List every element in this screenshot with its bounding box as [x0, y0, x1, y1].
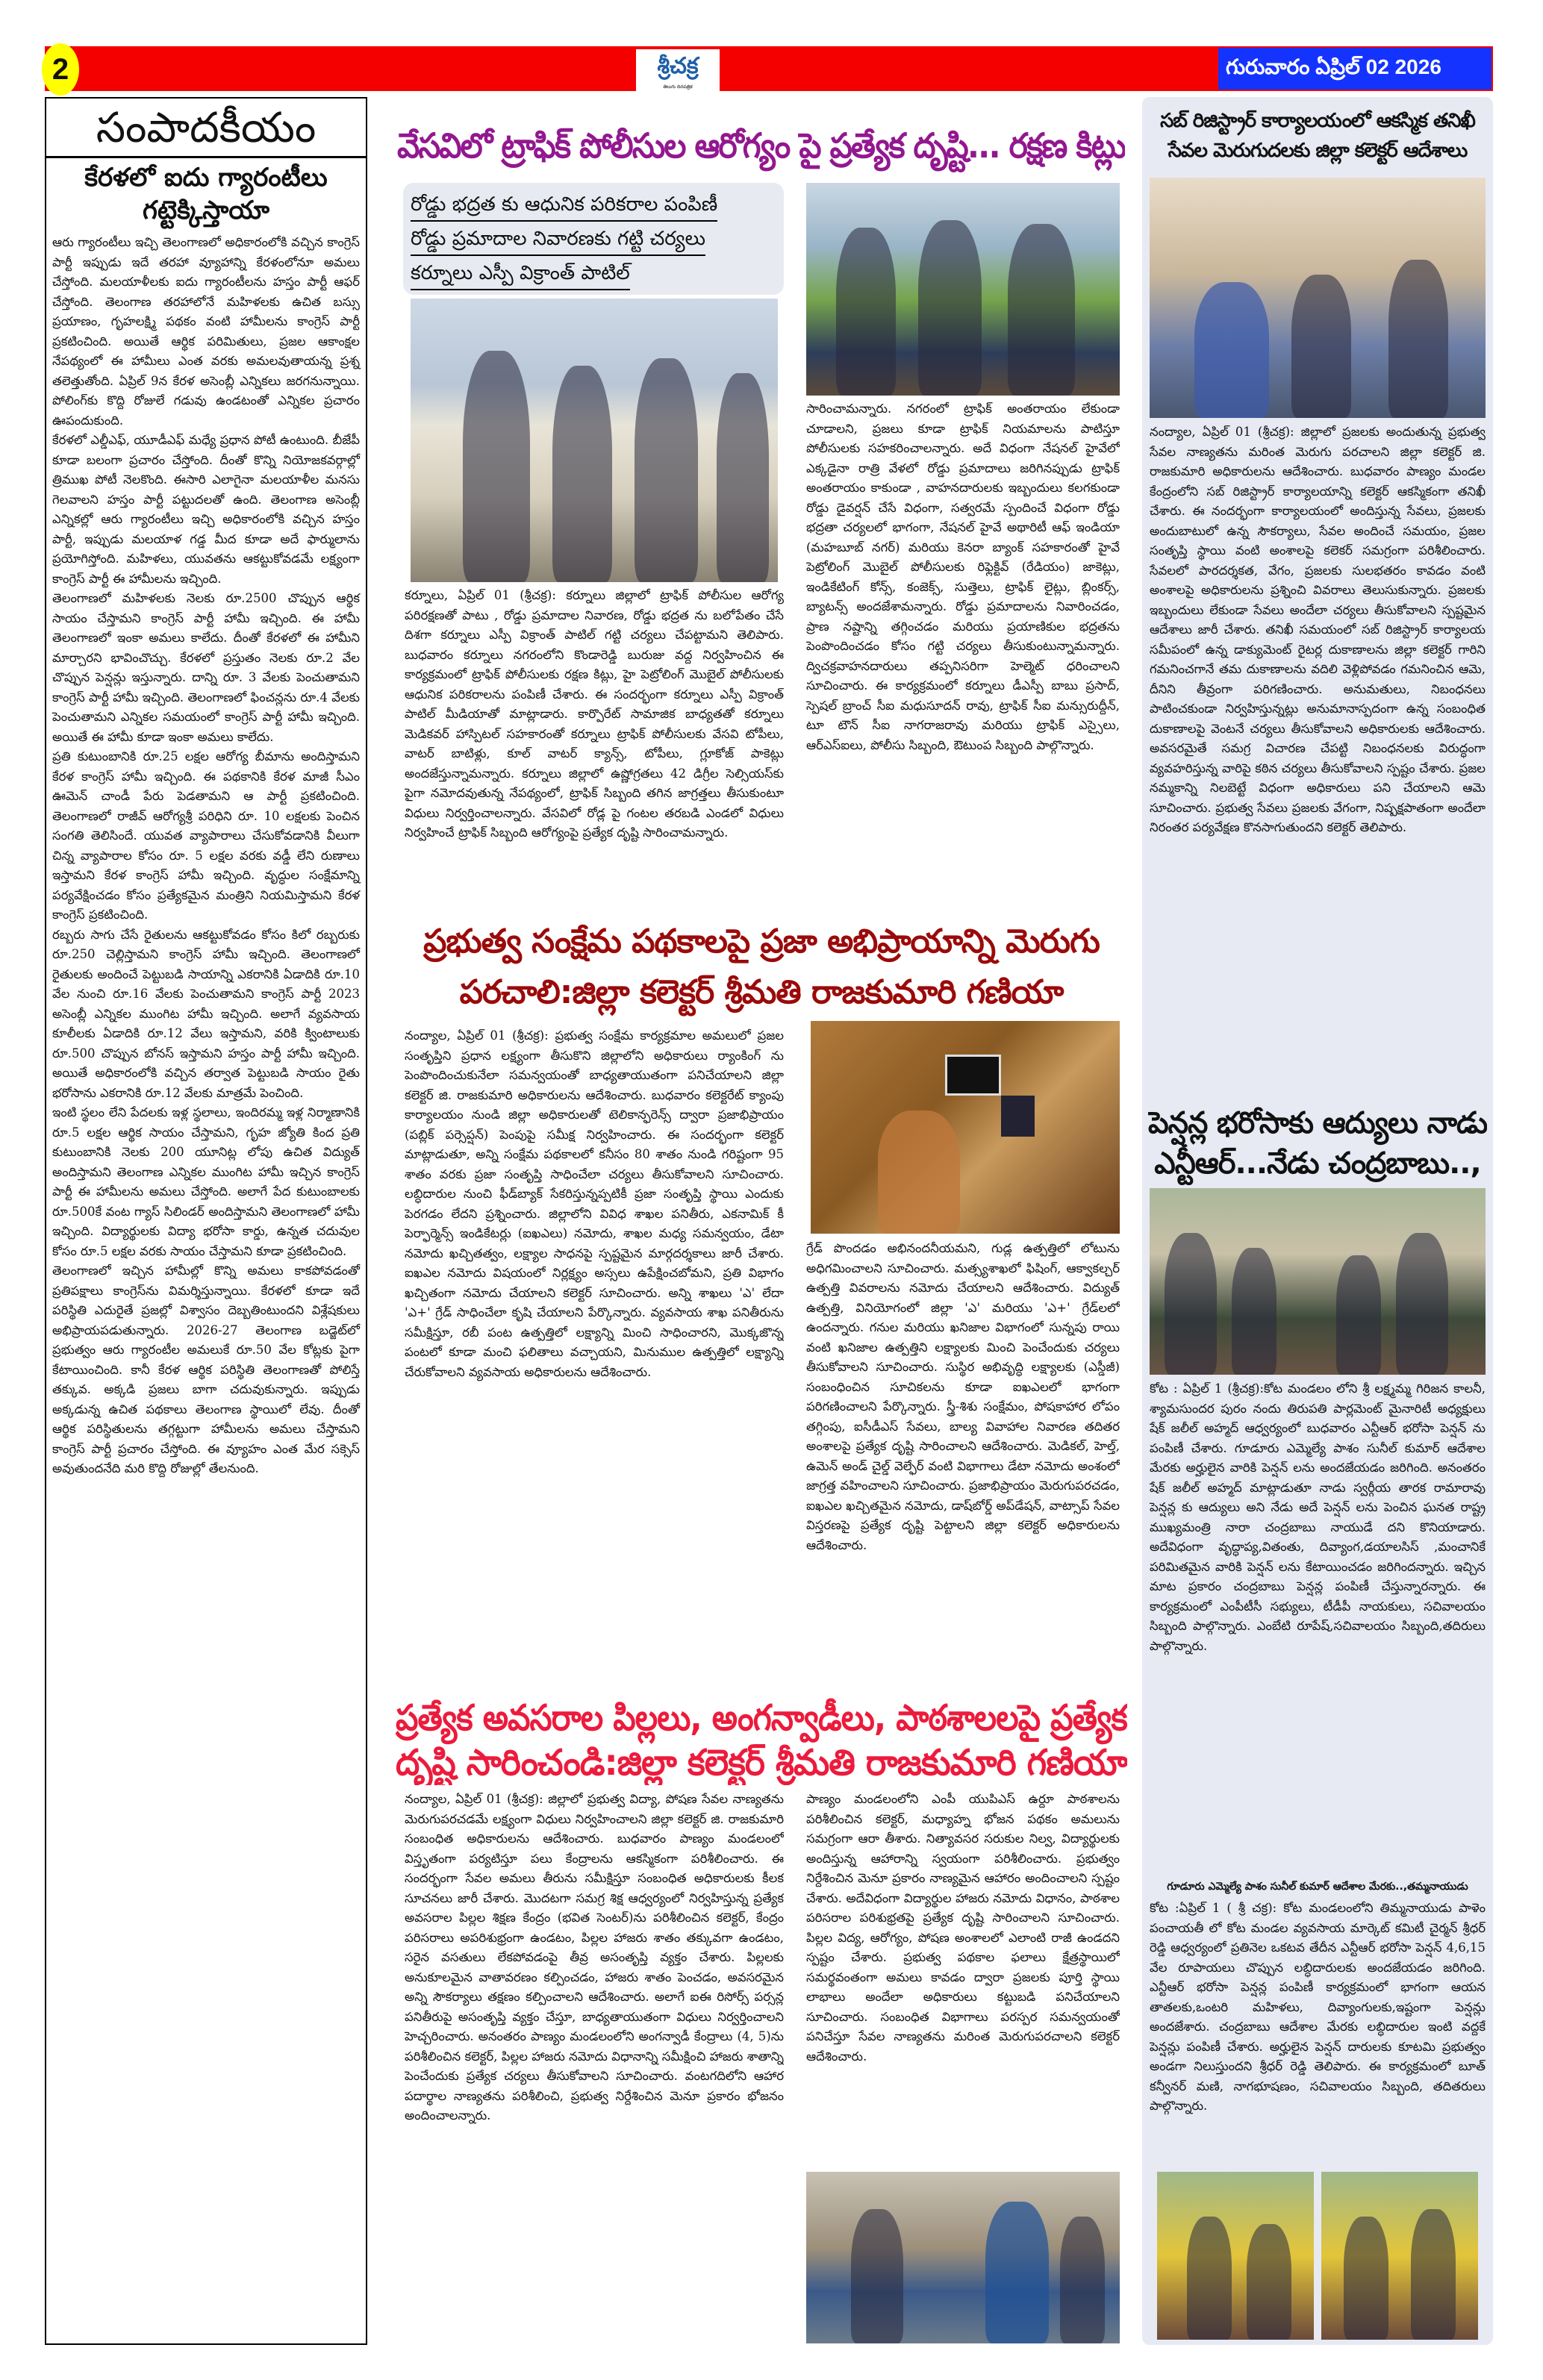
right-story2-headline-line: పెన్షన్ల భరోసాకు ఆద్యులు నాడు [1148, 1106, 1487, 1140]
page-number: 2 [42, 43, 79, 96]
photo-pension-handover-2 [1321, 2172, 1478, 2340]
photo-traffic-police-award [806, 183, 1120, 396]
editorial-body [46, 230, 366, 2327]
logo-text: శ్రీచక్ర [657, 53, 699, 79]
subhead-line: రోడ్డు ప్రమాదాల నివారణకు గట్టి చర్యలు [411, 223, 705, 256]
subhead-line: రోడ్డు భద్రత కు ఆధునిక పరికరాల పంపిణీ [411, 189, 717, 222]
editorial-paragraph: తెలంగాణలో ఇచ్చిన హామీల్లో కొన్ని అమలు కాకపోవడంతో ప్రతిపక్షాలు కాంగ్రెస్‌ను విమర్శిస్తున్నాయి. కేరళలో కూడా ఇదే పరిస్థితి ఎదురైతే ప్రజల్లో విశ్వాసం దెబ్బతింటుందని విశ్లేషకులు అభిప్రాయపడుతున్నారు. 2026-27 తెలంగాణ బడ్జెట్‌లో ప్రభుత్వం ఆరు గ్యారంటీల అమలుకే రూ.50 వేల కోట్లకు పైగా కేటాయించింది. కానీ కేరళ ఆర్థిక పరిస్థితి తెలంగాణతో పోలిస్తే తక్కువ. అక్కడి ప్రజలు బాగా చదువుకున్నారు. ఇప్పుడు అక్కడున్న ఉచిత పథకాలు తెలంగాణ స్థాయిలో లేవు. దీంతో ఆర్థిక పరిస్థితులను తగ్గట్టుగా హామీలను అమలు చేస్తామని కాంగ్రెస్ పార్టీ ప్రచారం చేస్తోంది. ఈ వ్యూహం ఎంత మేర సక్సెస్ అవుతుందనేది మరి కొద్ది రోజుల్లో తేలనుంది. [52, 1264, 360, 1475]
right-story2-subhead-box [1150, 1879, 1486, 1894]
logo-tagline: తెలుగు దినపత్రిక [663, 84, 693, 90]
right-story2-headline-line: ఎన్టీఆర్...నేడు చంద్రబాబు.., [1154, 1146, 1481, 1181]
editorial-paragraph: ఇంటి స్థలం లేని పేదలకు ఇళ్ల స్థలాలు, ఇందిరమ్మ ఇళ్ల నిర్మాణానికి రూ.5 లక్షల ఆర్థిక సాయం చేస్తామని, గృహ జ్యోతి కింద ప్రతి కుటుంబానికి నెలకు 200 యూనిట్ల లోపు ఉచిత విద్యుత్ అందిస్తామని తెలంగాణ ఎన్నికల ముంగిట హామీ ఇచ్చిన కాంగ్రెస్ పార్టీ ఈ హామీలను అమలు చేస్తోంది. అలాగే పేద కుటుంబాలకు రూ.500కే వంట గ్యాస్ సిలిండర్ అందిస్తామని తెలంగాణలో హామీ ఇచ్చింది. విద్యార్థులకు విద్యా భరోసా కార్డు, ఉన్నత చదువుల కోసం రూ.5 లక్షల వరకు సాయం చేస్తామని కూడా ప్రకటించింది. [52, 1105, 360, 1258]
story2-headline-line: ప్రభుత్వ సంక్షేమ పథకాలపై ప్రజా అభిప్రాయాన్ని మెరుగు [423, 922, 1100, 961]
issue-date-box [1218, 48, 1491, 90]
story3-body-right: పాణ్యం మండలంలోని ఎంపీ యుపిఎస్ ఉర్దూ పాఠశాలను పరిశీలించిన కలెక్టర్, మధ్యాహ్న భోజన పథకం అమలును సమగ్రంగా ఆరా తీశారు. నిత్యావసర సరుకుల నిల్వ, విద్యార్థులకు అందిస్తున్న ఆహారాన్ని స్వయంగా పరిశీలించారు. ప్రభుత్వం నిర్దేశించిన మెనూ ప్రకారం నాణ్యమైన ఆహారం అందించాలని స్పష్టం చేశారు. అదేవిధంగా విద్యార్థుల హాజరు నమోదు విధానం, పాఠశాల పరిసరాల పరిశుభ్రతపై ప్రత్యేక దృష్టి సారించాలని సూచించారు. పిల్లల విద్య, ఆరోగ్యం, పోషణ అంశాలలో ఎలాంటి రాజీ ఉండదని స్పష్టం చేశారు. ప్రభుత్వ పథకాల ఫలాలు క్షేత్రస్థాయిలో సమర్థవంతంగా అమలు కావడం ద్వారా ప్రజలకు పూర్తి స్థాయి లాభాలు అందేలా అధికారులు కట్టుబడి పనిచేయాలని సూచించారు. సంబంధిత విభాగాలు పరస్పర సమన్వయంతో పనిచేస్తూ సేవల నాణ్యతను మరింత మెరుగుపరచాలని కలెక్టర్ ఆదేశించారు. [806, 1792, 1120, 2064]
editorial-paragraph: ప్రతి కుటుంబానికి రూ.25 లక్షల ఆరోగ్య బీమాను అందిస్తామని కేరళ కాంగ్రెస్ హామీ ఇచ్చింది. ఈ పథకానికి కేరళ మాజీ సీఎం ఊమెన్ చాండీ పేరు పెడతామని ఆ పార్టీ ప్రకటించింది. తెలంగాణలో రాజీవ్ ఆరోగ్యశ్రీ పరిధిని రూ. 10 లక్షలకు పెంచిన సంగతి తెలిసిందే. యువత వ్యాపారాలు చేసుకోవడానికి వీలుగా చిన్న వ్యాపారాల కోసం రూ. 5 లక్షల వరకు వడ్డీ లేని రుణాలు ఇస్తామని కేరళ కాంగ్రెస్ హామీ ఇచ్చింది. వృద్ధుల సంక్షేమాన్ని పర్యవేక్షించడం కోసం ప్రత్యేకమైన మంత్రిని నియమిస్తామని కేరళ కాంగ్రెస్ ప్రకటించింది. [52, 749, 360, 922]
subhead-line: కర్నూలు ఎస్పీ విక్రాంత్ పాటిల్ [411, 257, 630, 290]
story3-body-left: నంద్యాల, ఏప్రిల్ 01 (శ్రీచక్ర): జిల్లాలో ప్రభుత్వ విద్యా, పోషణ సేవల నాణ్యతను మెరుగుపరచడమే లక్ష్యంగా విధులు నిర్వహించాలని జిల్లా కలెక్టర్ జి. రాజకుమారి సంబంధిత అధికారులను ఆదేశించారు. బుధవారం పాణ్యం మండలంలో విస్తృతంగా పర్యటిస్తూ పలు కేంద్రాలను ఆకస్మికంగా పరిశీలించారు. ఈ సందర్భంగా సేవల అమలు తీరును సమీక్షిస్తూ సంబంధిత అధికారులకు కీలక సూచనలు జారీ చేశారు. మొదటగా సమగ్ర శిక్ష ఆధ్వర్యంలో నిర్వహిస్తున్న ప్రత్యేక అవసరాల పిల్లల శిక్షణ కేంద్రం (భవిత సెంటర్)ను పరిశీలించిన కలెక్టర్, కేంద్రం పరిసరాలు అపరిశుభ్రంగా ఉండటం, పిల్లల హాజరు శాతం తక్కువగా ఉండటం, సరైన వసతులు లేకపోవడంపై తీవ్ర అసంతృప్తి వ్యక్తం చేశారు. పిల్లలకు అనుకూలమైన వాతావరణం కల్పించడం, హాజరు శాతం పెంచడం, అవసరమైన అన్ని సౌకర్యాలు తక్షణం కల్పించాలని ఆదేశించారు. అలాగే ఐఈ రిసోర్స్ పర్సన్ల పనితీరుపై అసంతృప్తి వ్యక్తం చేస్తూ, బాధ్యతాయుతంగా విధులు నిర్వర్తించాలని హెచ్చరించారు. అనంతరం పాణ్యం మండలంలోని అంగన్వాడీ కేంద్రాలు (4, 5)ను పరిశీలించిన కలెక్టర్, పిల్లల హాజరు నమోదు విధానాన్ని సమీక్షించి హాజరు శాతాన్ని పెంచేందుకు ప్రత్యేక చర్యలు తీసుకోవాలని సూచించారు. వంటగదిలోని ఆహార పదార్థాల నాణ్యతను పరిశీలించి, ప్రభుత్వ నిర్దేశించిన మెనూ ప్రకారం భోజనం అందించాలన్నారు. [405, 1792, 784, 2123]
editorial-paragraph: తెలంగాణలో మహిళలకు నెలకు రూ.2500 చొప్పున ఆర్థిక సాయం చేస్తామని కాంగ్రెస్ పార్టీ హామీ ఇచ్చింది. ఈ హామీ తెలంగాణలో ఇంకా అమలు కాలేదు. దీంతో కేరళలో ఈ హామీని మార్చారని భావించొచ్చు. కేరళలో ప్రస్తుతం నెలకు రూ.2 వేల చొప్పున పెన్షన్లు ఇస్తున్నారు. దాన్ని రూ. 3 వేలకు పెంచుతామని కాంగ్రెస్ పార్టీ హామీ ఇచ్చింది. తెలంగాణలో ఫించన్లను రూ.4 వేలకు పెంచుతామని ఎన్నికల సమయంలో కాంగ్రెస్ పార్టీ హామీ ఇచ్చింది. అయితే ఈ హామీ కూడా ఇంకా అమలు కాలేదు. [52, 591, 360, 744]
right-story1-headline [1148, 106, 1487, 169]
story2-headline-line: పరచాలి:జిల్లా కలెక్టర్ శ్రీమతి రాజకుమారి గణియా [459, 973, 1064, 1011]
story2-body-left: నంద్యాల, ఏప్రిల్ 01 (శ్రీచక్ర): ప్రభుత్వ సంక్షేమ కార్యక్రమాల అమలులో ప్రజల సంతృప్తిని ప్రధాన లక్ష్యంగా తీసుకొని జిల్లాలోని అధికారులు ర్యాంకింగ్ ను పెంపొందించుకునేలా సమన్వయంతో బాధ్యతాయుతంగా పనిచేయాలని జిల్లా కలెక్టర్ జి. రాజకుమారి అధికారులను ఆదేశించారు. బుధవారం కలెక్టరేట్ క్యాంపు కార్యాలయం నుండి జిల్లా అధికారులతో టెలికాన్ఫరెన్స్ ద్వారా ప్రజాభిప్రాయం (పబ్లిక్ పర్సెప్షన్) పెంపుపై సమీక్ష నిర్వహించారు. ఈ సందర్భంగా కలెక్టర్ మాట్లాడుతూ, అన్ని సంక్షేమ పథకాలలో కనీసం 80 శాతం నుండి గరిష్టంగా 95 శాతం వరకు ప్రజా సంతృప్తి సాధించేలా చర్యలు తీసుకోవాలని సూచించారు. లబ్ధిదారుల నుంచి ఫీడ్‌బ్యాక్ సేకరిస్తున్నప్పటికీ ప్రజా సంతృప్తి స్థాయి ఎందుకు పెరగడం లేదని ప్రశ్నించారు. జిల్లాలోని వివిధ శాఖల పనితీరు, ఎకనామిక్ కీ పెర్ఫార్మెన్స్ ఇండికేటర్లు (ఐఖఎలు) నమోదు, శాఖల మధ్య సమన్వయం, డేటా నమోదు ఖచ్చితత్వం, లక్ష్యాల సాధనపై స్పష్టమైన మార్గదర్శకాలు జారీ చేశారు. ఐఖఎల నమోదు విషయంలో నిర్లక్ష్యం అస్సలు ఉపేక్షించబోమని, ప్రతి విభాగం ఖచ్చితంగా నమోదు చేయాలని కలెక్టర్ సూచించారు. అన్ని శాఖలు 'ఎ' లేదా 'ఎ+' గ్రేడ్ సాధించేలా కృషి చేయాలని పేర్కొన్నారు. వ్యవసాయ శాఖ పనితీరును సమీక్షిస్తూ, రబీ పంట ఉత్పత్తిలో లక్ష్యాన్ని మించి సాధించారని, మొక్కజొన్న పంటలో కూడా మంచి ఫలితాలు వచ్చాయని, మినుముల ఉత్పత్తిలో లక్ష్యాన్ని చేరుకోవాలని వ్యవసాయ అధికారులను ఆదేశించారు. [405, 1028, 784, 1379]
story3-headline [396, 1696, 1127, 1785]
editorial-section-title: సంపాదకీయం [96, 104, 317, 152]
editorial-headline-line: గట్టెక్కిస్తాయా [143, 196, 269, 225]
editorial-paragraph: రబ్బరు సాగు చేసే రైతులను ఆకట్టుకోవడం కోసం కిలో రబ్బరుకు రూ.250 చెల్లిస్తామని కాంగ్రెస్ హామీ ఇచ్చింది. తెలంగాణలో రైతులకు అందించే పెట్టుబడి సాయాన్ని ఎకరానికి ఏడాదికి రూ.10 వేల నుంచి రూ.16 వేలకు పెంచుతామని కాంగ్రెస్ పార్టీ 2023 అసెంబ్లీ ఎన్నికల ముంగిట హామీ ఇచ్చింది. అలాగే వ్యవసాయ కూలీలకు ఏడాదికి రూ.12 వేలు ఇస్తామని, వరికి క్వింటాలుకు రూ.500 చొప్పున బోనస్ ఇస్తామని హస్తం పార్టీ హామీ ఇచ్చింది. అయితే అధికారంలోకి వచ్చిన తర్వాత పెట్టుబడి సాయం రైతు భరోసాను ఎకరానికి రూ.12 వేలకు మాత్రమే పెంచింది. [52, 927, 360, 1100]
story3-headline-line: దృష్టి సారించండి:జిల్లా కలెక్టర్ శ్రీమతి రాజకుమారి గణియా [396, 1742, 1127, 1784]
photo-collector-school-visit [806, 2172, 1120, 2343]
newspaper-logo [636, 49, 720, 94]
right-story2-headline [1148, 1103, 1487, 1185]
story2-body-right: గ్రేడ్ పొందడం అభినందనీయమని, గుడ్ల ఉత్పత్తిలో లోటును అధిగమించాలని సూచించారు. మత్స్యశాఖలో ఫిషింగ్, ఆక్వాకల్చర్ ఉత్పత్తి వివరాలను నమోదు చేయాలని ఆదేశించారు. విద్యుత్ ఉత్పత్తి, వినియోగంలో జిల్లా 'ఎ' మరియు 'ఎ+' గ్రేడ్‌లలో ఉందన్నారు. గనుల మరియు ఖనిజాల విభాగంలో సున్నపు రాయి వంటి ఖనిజాల ఉత్పత్తిని లక్ష్యాలకు మించి పెంచేందుకు చర్యలు తీసుకోవాలని సూచించారు. సుస్థిర అభివృద్ధి లక్ష్యాలకు (ఎస్డీజీ) సంబంధించిన సూచికలను కూడా ఐఖఎలలో భాగంగా పరిగణించాలని పేర్కొన్నారు. స్త్రీ-శిశు సంక్షేమం, పోషకాహార లోపం తగ్గింపు, ఐసీడీఎస్ సేవలు, బాల్య వివాహాల నివారణ తదితర అంశాలపై ప్రత్యేక దృష్టి సారించాలని ఆదేశించారు. మెడికల్, హెల్త్, ఉమెన్ అండ్ చైల్డ్ వెల్ఫేర్ వంటి విభాగాలు డేటా నమోదు అంశంలో జాగ్రత్త వహించాలని సూచించారు. ప్రజాభిప్రాయం మెరుగుపరచడం, ఐఖఎల ఖచ్చితమైన నమోదు, డాష్‌బోర్డ్ అప్‌డేషన్, వాట్సాప్ సేవల విస్తరణపై ప్రత్యేక దృష్టి పెట్టాలని జిల్లా కలెక్టర్ అధికారులను ఆదేశించారు. [806, 1241, 1120, 1552]
issue-date: గురువారం ఏప్రిల్ 02 2026 [1226, 55, 1441, 78]
photo-collector-teleconference [811, 1021, 1120, 1234]
right-story2-body2: కోట :ఏప్రిల్ 1 ( శ్రీ చక్ర): కోట మండలంలోని తిమ్మనాయుడు పాళెం పంచాయతీ లో కోట మండల వ్యవసాయ మార్కెట్ కమిటీ చైర్మన్ శ్రీధర్ రెడ్డి ఆధ్వర్యంలో ప్రతినెల ఒకటవ తేదీన ఎన్టీఆర్ భరోసా పెన్షన్ 4,6,15 వేల రూపాయలు చొప్పున లబ్ధిదారులకు అందజేయడం జరిగింది. ఎన్టీఆర్ భరోసా పెన్షన్ల పంపిణీ కార్యక్రమంలో భాగంగా ఆయన తాతలకు,ఒంటరి మహిళలు, దివ్యాంగులకు,ఇష్టంగా పెన్షన్లు అందజేశారు. చంద్రబాబు ఆదేశాల మేరకు లబ్ధిదారుల ఇంటి వద్దకే పెన్షన్లు పంపిణీ చేశారు. అర్హులైన పెన్షన్ దారులకు కూటమి ప్రభుత్వం అండగా నిలుస్తుందని శ్రీధర్ రెడ్డి తెలిపారు. ఈ కార్యక్రమంలో బూత్ కన్వీనర్ మణి, నాగభూషణం, సచివాలయం సిబ్బంది, తదితరులు పాల్గొన్నారు. [1150, 1901, 1486, 2113]
right-story1-headline-line: సేవల మెరుగుదలకు జిల్లా కలెక్టర్ ఆదేశాలు [1168, 140, 1468, 162]
photo-sp-distributing-kits [411, 299, 778, 582]
main-story-body-right: సారించామన్నారు. నగరంలో ట్రాఫిక్ అంతరాయం లేకుండా చూడాలని, ప్రజలు కూడా ట్రాఫిక్ నియమాలను పాటిస్తూ పోలీసులకు సహకరించాలన్నారు. అదే విధంగా నేషనల్ హైవేలో ఎక్కడైనా రాత్రి వేళలో రోడ్డు ప్రమాదాలు జరిగినప్పుడు ట్రాఫిక్ అంతరాయం కాకుండా , వాహనదారులకు ఇబ్బందులు కలగకుండా రోడ్డు డైవర్షన్ చేసే విధంగా, సత్వరమే స్పందించే విధంగా రోడ్డు భద్రతా చర్యలలో భాగంగా, నేషనల్ హైవే అథారిటీ ఆఫ్ ఇండియా (మహబూబ్ నగర్) మరియు కెనరా బ్యాంక్ సహకారంతో హైవే పెట్రోలింగ్ మొబైల్ పోలీసులకు రిఫ్లెక్టివ్ (రేడియం) జాకెట్లు, ఇండికేటింగ్ కోన్స్, కంజెక్స్, సుత్తెలు, ట్రాఫిక్ లైట్లు, బ్లింకర్స్, బ్యాటన్స్ అందజేశామన్నారు. రోడ్డు ప్రమాదాలను నివారించడం, ప్రాణ నష్టాన్ని తగ్గించడం మరియు ప్రయాణికుల భద్రతను పెంపొందించడం కోసం గట్టి చర్యలు తీసుకుంటున్నామన్నారు. ద్విచక్రవాహనదారులు తప్పనిసరిగా హెల్మెట్ ధరించాలని సూచించారు. ఈ కార్యక్రమంలో కర్నూలు డీఎస్పీ బాబు ప్రసాద్, స్పెషల్ బ్రాంచ్ సీఐ మధుసూదన్ రావు, ట్రాఫిక్ సీఐ మన్సురుద్దీన్, టూ టౌన్ సీఐ నాగరాజరావు మరియు ట్రాఫిక్ ఎస్సైలు, ఆర్ఎస్ఐలు, పోలీసు సిబ్బంది, ఔటుంప సిబ్బంది పాల్గొన్నారు. [806, 402, 1120, 752]
editorial-headline [46, 158, 366, 230]
editorial-column [45, 97, 367, 2345]
right-story2-subhead: గూడూరు ఎమ్మెల్యే పాశం సునీల్ కుమార్ ఆదేశాల మేరకు..,తమ్మనాయుడు [1167, 1881, 1468, 1893]
main-story-headline-box [397, 112, 1125, 179]
editorial-paragraph: ఆరు గ్యారంటీలు ఇచ్చి తెలంగాణలో అధికారంలోకి వచ్చిన కాంగ్రెస్ పార్టీ ఇప్పుడు ఇదే తరహా వ్యూహాన్ని కేరళంలోనూ అమలు చేస్తోంది. మలయాళీలకు ఐదు గ్యారంటీలను హస్తం పార్టీ ఆఫర్ చేస్తోంది. తెలంగాణ తరహాలోనే మహిళలకు ఉచిత బస్సు ప్రయాణం, గృహలక్ష్మి పథకం వంటి హామీలను కాంగ్రెస్ పార్టీ ప్రకటించింది. అయితే ఆర్థిక పరిమితులు, ప్రజల ఆకాంక్షల నేపథ్యంలో ఈ హామీలు ఎంత వరకు అమలవుతాయన్న ప్రశ్న తలెత్తుతోంది. ఏప్రిల్ 9న కేరళ అసెంబ్లీ ఎన్నికలు జరగనున్నాయి. పోలింగ్‌కు కొద్ది రోజులే గడువు ఉండటంతో ఎన్నికల ప్రచారం ఊపందుకుంది. [52, 235, 360, 428]
right-story1-body: నంద్యాల, ఏప్రిల్ 01 (శ్రీచక్ర): జిల్లాలో ప్రజలకు అందుతున్న ప్రభుత్వ సేవల నాణ్యతను మరింత మెరుగు పరచాలని జిల్లా కలెక్టర్ జి. రాజకుమారి అధికారులను ఆదేశించారు. బుధవారం పాణ్యం మండల కేంద్రంలోని సబ్ రిజిస్ట్రార్ కార్యాలయాన్ని కలెక్టర్ ఆకస్మికంగా తనిఖీ చేశారు. ఈ నందర్భంగా కార్యాలయంలో అందిస్తున్న సేవలు, ప్రజలకు అందుబాటులో ఉన్న సౌకర్యాలు, సేవల అందించే సమయం, ప్రజల సంతృప్తి స్థాయి వంటి అంశాలపై కలెకర్ సమగ్రంగా పరిశీలించారు. సేవలలో పారదర్శకత, వేగం, ప్రజలకు సులభతరం కావడం వంటి అంశాలపై అధికారులను ప్రశ్నించి వివరాలు తెలుసుకున్నారు. ప్రజలకు ఇబ్బందులు లేకుండా సేవలు అందేలా చర్యలు తీసుకోవాలని స్పష్టమైన ఆదేశాలు జారీ చేశారు. తనిఖీ సమయంలో సబ్ రిజిస్ట్రార్ కార్యాలయ సమీపంలో ఉన్న డాక్యుమెంట్ రైటర్ల దుకాణాలను జిల్లా కలెక్టర్ గారిని గమనించగానే తమ దుకాణాలను వదిలి వెళ్లిపోవడం గమనించిన ఆమె, దీనిని తీవ్రంగా పరిగణించారు. అనుమతులు, నిబంధనలు పాటించకుండా నిర్వహిస్తున్నట్లు అనుమానాస్పదంగా ఉన్న సంబంధిత దుకాణాలపై వెంటనే చర్యలు తీసుకోవాలని అధికారులకు ఆదేశించారు. అవసరమైతే సమగ్ర విచారణ చేపట్టి నిబంధనలకు విరుద్ధంగా వ్యవహరిస్తున్న వారిపై కఠిన చర్యలు తీసుకోవాలని స్పష్టం చేశారు. ప్రజల నమ్మకాన్ని నిలబెట్టే విధంగా అధికారులు పని చేయాలని ఆమె సూచించారు. ప్రభుత్వ సేవలు ప్రజలకు వేగంగా, నిష్పక్షపాతంగా అందేలా నిరంతర పర్యవేక్షణ కొనసాగుతుందని కలెక్టర్ తెలిపారు. [1150, 425, 1486, 834]
right-column [1142, 97, 1493, 2345]
photo-pension-handover-1 [1157, 2172, 1314, 2340]
story2-headline [396, 916, 1127, 1018]
photo-sub-registrar-inspection [1150, 178, 1486, 418]
right-story1-headline-line: సబ్ రిజిస్ట్రార్ కార్యాలయంలో ఆకస్మిక తనిఖీ [1160, 110, 1475, 132]
main-story-body-left: కర్నూలు, ఏప్రిల్ 01 (శ్రీచక్ర): కర్నూలు జిల్లాలో ట్రాఫిక్ పోలీసుల ఆరోగ్య పరిరక్షణతో పాటు , రోడ్డు ప్రమాదాల నివారణ, రోడ్డు భద్రత ను బలోపేతం చేసే దిశగా కర్నూలు ఎస్పీ విక్రాంత్ పాటిల్ గట్టి చర్యలు చేపట్టామని తెలిపారు. బుధవారం కర్నూలు నగరంలోని కొండారెడ్డి బురుజు వద్ద నిర్వహించిన ఈ కార్యక్రమంలో ట్రాఫిక్ పోలీసులకు రక్షణ కిట్లు, హై పెట్రోలింగ్ మొబైల్ పోలీసులకు ఆధునిక పరికరాలను పంపిణీ చేశారు. ఈ సందర్భంగా కర్నూలు ఎస్పీ విక్రాంత్ పాటిల్ మీడియాతో మాట్లాడారు. కార్పొరేట్ సామాజిక బాధ్యతతో కర్నూలు మెడికవర్ హాస్పిటల్ సహకారంతో కర్నూలు ట్రాఫిక్ పోలీసులకు వేసవి టోపీలు, వాటర్ బాటిళ్లు, కూల్ వాటర్ క్యాన్స్, టోపీలు, గ్లూకోజ్ పాకెట్లు అందజేస్తున్నామన్నారు. కర్నూలు జిల్లాలో ఉష్ణోగ్రతలు 42 డిగ్రీల సెల్సియస్‌కు పైగా నమోదవుతున్న నేపథ్యంలో, ట్రాఫిక్ సిబ్బంది తగిన జాగ్రత్తలు తీసుకుంటూ విధులు నిర్వర్తించాలన్నారు. వేసవిలో రోడ్ల పై గంటల తరబడి ఎండలో విధులు నిర్వహించే ట్రాఫిక్ సిబ్బంది ఆరోగ్యంపై ప్రత్యేక దృష్టి సారించామన్నారు. [405, 588, 784, 840]
main-story-subheads [403, 183, 784, 295]
main-story-headline: వేసవిలో ట్రాఫిక్ పోలీసుల ఆరోగ్యం పై ప్రత్యేక దృష్టి... రక్షణ కిట్లు [397, 125, 1125, 166]
photo-pension-distribution-group [1150, 1188, 1486, 1375]
editorial-paragraph: కేరళలో ఎల్డీఎఫ్, యూడీఎఫ్ మధ్యే ప్రధాన పోటీ ఉంటుంది. బీజేపీ కూడా బలంగా ప్రచారం చేస్తోంది. దీంతో కొన్ని నియోజకవర్గాల్లో త్రిముఖ పోటీ నెలకొంది. ఈసారి ఎలాగైనా మలయాళీల మనసు గెలవాలని హస్తం పార్టీ పట్టుదలతో ఉంది. తెలంగాణ అసెంబ్లీ ఎన్నికల్లో ఆరు గ్యారంటీలు ఇచ్చి అధికారంలోకి వచ్చిన హస్తం పార్టీ, ఇప్పుడు మలయాళ గడ్డ మీద కూడా అదే ఫార్ములాను ప్రయోగిస్తోంది. మహిళలు, యువతను ఆకట్టుకోవడమే లక్ష్యంగా కాంగ్రెస్ పార్టీ ఈ హామీలను ఇచ్చింది. [52, 433, 360, 586]
editorial-title-box [46, 99, 366, 158]
right-story2-body: కోట : ఏప్రిల్ 1 (శ్రీచక్ర):కోట మండలం లోని శ్రీ లక్ష్మమ్మ గిరిజన కాలనీ, శ్యామసుందర పురం నందు తిరుపతి పార్లమెంట్ మైనారిటీ అధ్యక్షులు షేక్ జలీల్ అహ్మద్ ఆధ్వర్యంలో బుధవారం ఎన్టీఆర్ భరోసా పెన్షన్ ను పంపిణీ చేశారు. గూడూరు ఎమ్మెల్యే పాశం సునీల్ కుమార్ ఆదేశాల మేరకు అర్హులైన వారికి పెన్షన్ లను అందజేయడం జరిగింది. అనంతరం షేక్ జలీల్ అహ్మద్ మాట్లాడుతూ నాడు స్వర్గీయ తారక రామారావు పెన్షన్ల కు ఆద్యులు అని నేడు అదే పెన్షన్ లను పెంచిన ఘనత రాష్ట్ర ముఖ్యమంత్రి నారా చంద్రబాబు నాయుడే దని కొనియాడారు. అదేవిధంగా వృద్ధాప్య,వితంతు, దివ్యాంగ,డయాలసిస్ ,మంచానికే పరిమితమైన వారికి పెన్షన్ లను కేటాయించడం జరిగిందన్నారు. ఇచ్చిన మాట ప్రకారం చంద్రబాబు పెన్షన్ల పంపిణీ చేస్తున్నారన్నారు. ఈ కార్యక్రమంలో ఎంపీటీసీ సభ్యులు, టీడీపీ నాయకులు, సచివాలయం సిబ్బంది పాల్గొన్నారు. ఎంబేటి రూపేష్,సచివాలయం సిబ్బంది,తదిరులు పాల్గొన్నారు. [1150, 1381, 1486, 1653]
story3-headline-line: ప్రత్యేక అవసరాల పిల్లలు, అంగన్వాడీలు, పాఠశాలలపై ప్రత్యేక [396, 1697, 1127, 1739]
editorial-headline-line: కేరళలో ఐదు గ్యారంటీలు [84, 163, 328, 193]
